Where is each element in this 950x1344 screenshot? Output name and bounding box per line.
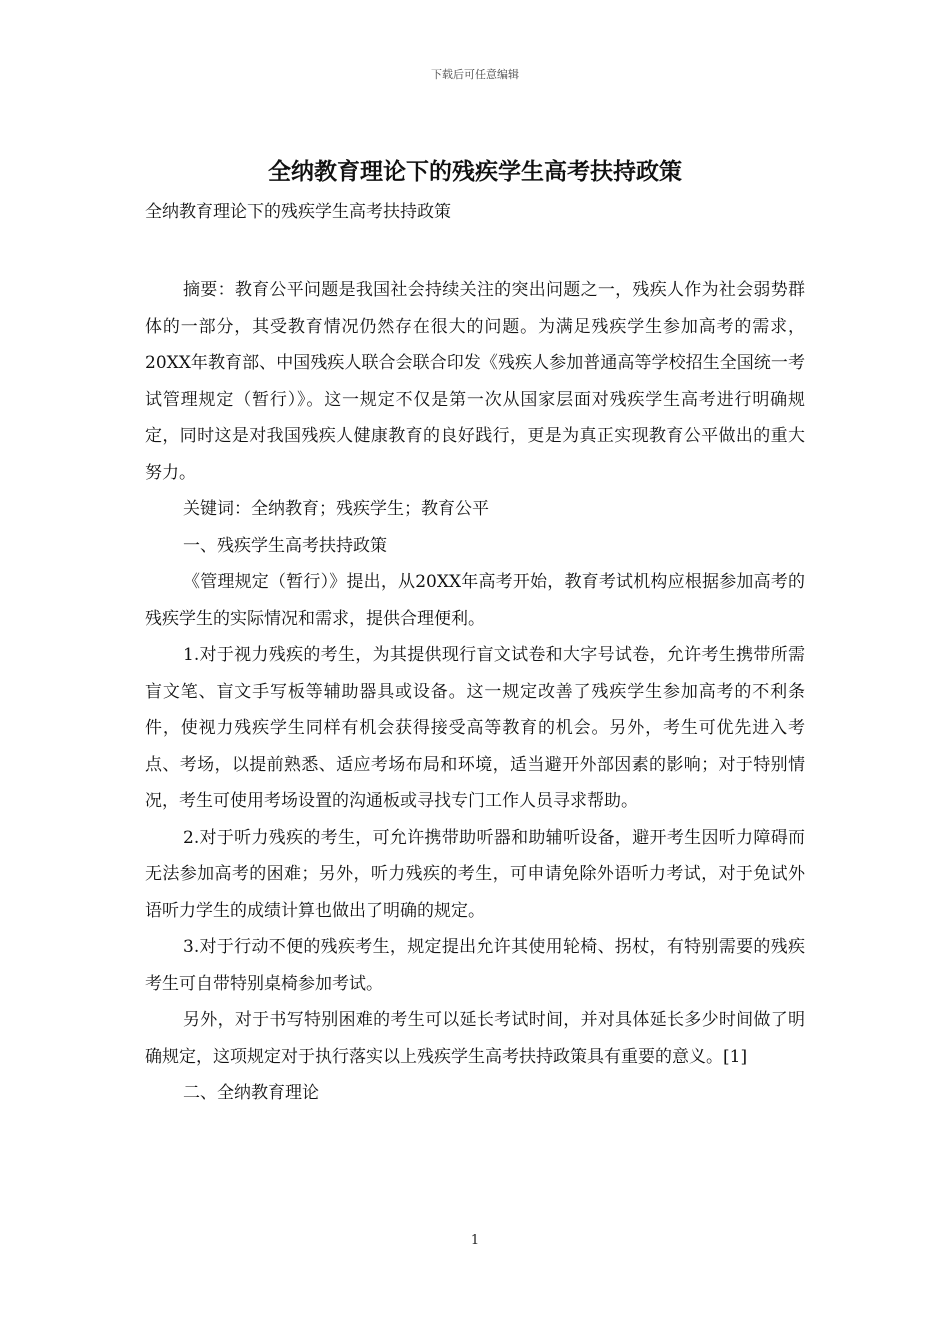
- body-paragraph: 3.对于行动不便的残疾考生，规定提出允许其使用轮椅、拐杖，有特别需要的残疾考生可自带特别桌椅参加考试。: [145, 937, 805, 994]
- document-subtitle: 全纳教育理论下的残疾学生高考扶持政策: [145, 202, 451, 222]
- keywords-paragraph: 关键词：全纳教育；残疾学生；教育公平: [183, 499, 489, 519]
- section-heading-1: 一、残疾学生高考扶持政策: [183, 535, 387, 556]
- section-heading-2: 二、全纳教育理论: [183, 1083, 319, 1103]
- document-body: [145, 272, 805, 1112]
- header-note: 下载后可任意编辑: [431, 68, 519, 81]
- body-paragraph: 1.对于视力残疾的考生，为其提供现行盲文试卷和大字号试卷，允许考生携带所需盲文笔、盲文手写板等辅助器具或设备。这一规定改善了残疾学生参加高考的不利条件，使视力残疾学生同样有机会获得接受高等教育的机会。另外，考生可优先进入考点、考场，以提前熟悉、适应考场布局和环境，适当避开外部因素的影响；对于特别情况，考生可使用考场设置的沟通板或寻找专门工作人员寻求帮助。: [145, 645, 805, 811]
- document-title: 全纳教育理论下的残疾学生高考扶持政策: [268, 159, 682, 185]
- body-paragraph: 《管理规定（暂行）》提出，从20XX年高考开始，教育考试机构应根据参加高考的残疾学生的实际情况和需求，提供合理便利。: [145, 572, 805, 629]
- abstract-paragraph: 摘要：教育公平问题是我国社会持续关注的突出问题之一，残疾人作为社会弱势群体的一部分，其受教育情况仍然存在很大的问题。为满足残疾学生参加高考的需求，20XX年教育部、中国残疾人联合会联合印发《残疾人参加普通高等学校招生全国统一考试管理规定（暂行）》。这一规定不仅是第一次从国家层面对残疾学生高考进行明确规定，同时这是对我国残疾人健康教育的良好践行，更是为真正实现教育公平做出的重大努力。: [145, 280, 805, 483]
- page-number: 1: [470, 1233, 480, 1248]
- body-paragraph: 2.对于听力残疾的考生，可允许携带助听器和助辅听设备，避开考生因听力障碍而无法参加高考的困难；另外，听力残疾的考生，可申请免除外语听力考试，对于免试外语听力学生的成绩计算也做出了明确的规定。: [145, 827, 805, 921]
- body-paragraph: 另外，对于书写特别困难的考生可以延长考试时间，并对具体延长多少时间做了明确规定，这项规定对于执行落实以上残疾学生高考扶持政策具有重要的意义。[1]: [145, 1010, 805, 1067]
